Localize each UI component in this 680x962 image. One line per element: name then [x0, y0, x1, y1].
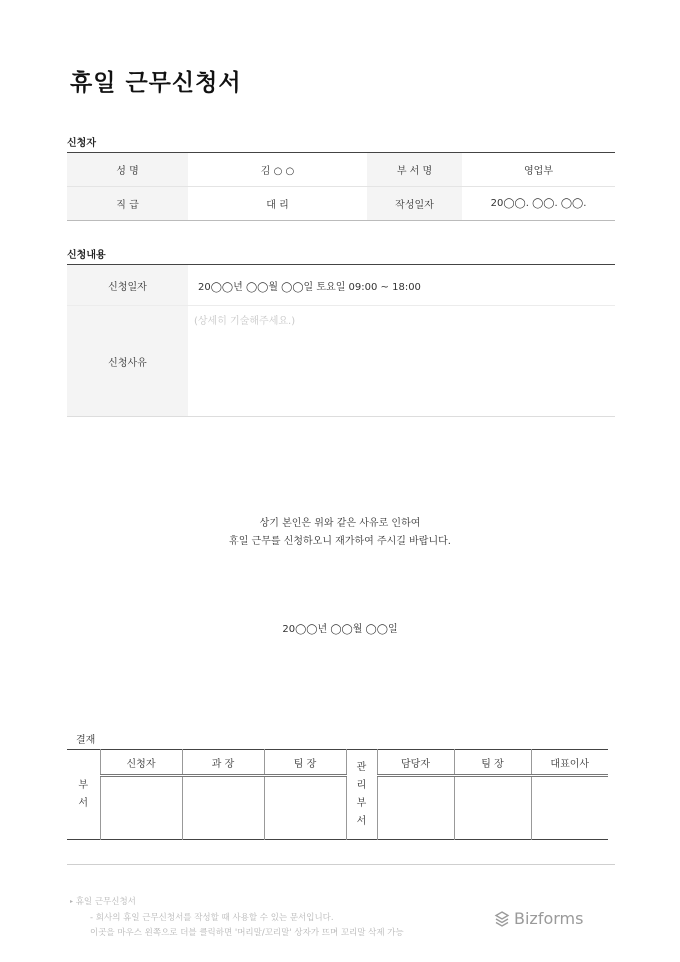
request-date-label: 신청일자 [67, 265, 188, 306]
reason-label: 신청사유 [67, 306, 188, 417]
sign-box-team-leader[interactable] [264, 776, 346, 840]
approval-col-ceo: 대표이사 [531, 750, 608, 776]
approval-col-section-chief: 과 장 [182, 750, 264, 776]
dept-value[interactable]: 영업부 [524, 166, 553, 177]
approval-col-team-leader-2: 팀 장 [454, 750, 531, 776]
content-section-heading: 신청내용 [67, 250, 106, 261]
approval-col-manager: 담당자 [377, 750, 454, 776]
dept-label: 부 서 명 [367, 153, 462, 187]
approval-heading: 결재 [76, 735, 96, 746]
bizforms-logo-text: Bizforms [514, 909, 584, 928]
footer-title-row [70, 895, 136, 907]
content-table [67, 264, 615, 417]
reason-field[interactable]: (상세히 기술해주세요.) [188, 306, 615, 417]
footer-divider [67, 864, 615, 865]
sign-box-ceo[interactable] [531, 776, 608, 840]
approval-col-applicant: 신청자 [100, 750, 182, 776]
name-label: 성 명 [67, 153, 188, 187]
statement-line-2: 휴일 근무를 신청하오니 재가하여 주시길 바랍니다. [229, 536, 451, 547]
rank-label: 직 급 [67, 187, 188, 221]
approval-table [67, 749, 608, 840]
sign-box-manager[interactable] [377, 776, 454, 840]
footer-title: 휴일 근무신청서 [75, 897, 136, 907]
statement-line-1: 상기 본인은 위와 같은 사유로 인하여 [259, 518, 421, 529]
written-date-label: 작성일자 [367, 187, 462, 221]
bizforms-logo [494, 909, 583, 928]
request-date-value[interactable]: 20◯◯년 ◯◯월 ◯◯일 토요일 09:00 ~ 18:00 [198, 281, 421, 293]
left-group-label: 부 서 [67, 750, 100, 840]
sign-box-team-leader-2[interactable] [454, 776, 531, 840]
footer-line-2: 이곳을 마우스 왼쪽으로 더블 클릭하면 '머리말/꼬리말' 상자가 뜨며 꼬리말 삭제 가능 [90, 928, 404, 938]
document-title: 휴일 근무신청서 [70, 70, 242, 96]
sign-date[interactable]: 20◯◯년 ◯◯월 ◯◯일 [282, 624, 398, 635]
approval-col-team-leader: 팀 장 [264, 750, 346, 776]
bizforms-logo-icon [494, 911, 510, 927]
right-group-label: 관 리 부 서 [346, 750, 377, 840]
applicant-section-heading: 신청자 [67, 138, 96, 149]
rank-value[interactable]: 대 리 [188, 187, 367, 221]
sign-box-section-chief[interactable] [182, 776, 264, 840]
written-date-value[interactable]: 20◯◯. ◯◯. ◯◯. [462, 187, 615, 221]
name-value[interactable]: 김 ○ ○ [260, 166, 295, 177]
applicant-table [67, 152, 615, 221]
footer-line-1: - 회사의 휴일 근무신청서를 작성할 때 사용할 수 있는 문서입니다. [90, 913, 334, 923]
sign-box-applicant[interactable] [100, 776, 182, 840]
bullet-icon: ▸ [70, 898, 74, 905]
